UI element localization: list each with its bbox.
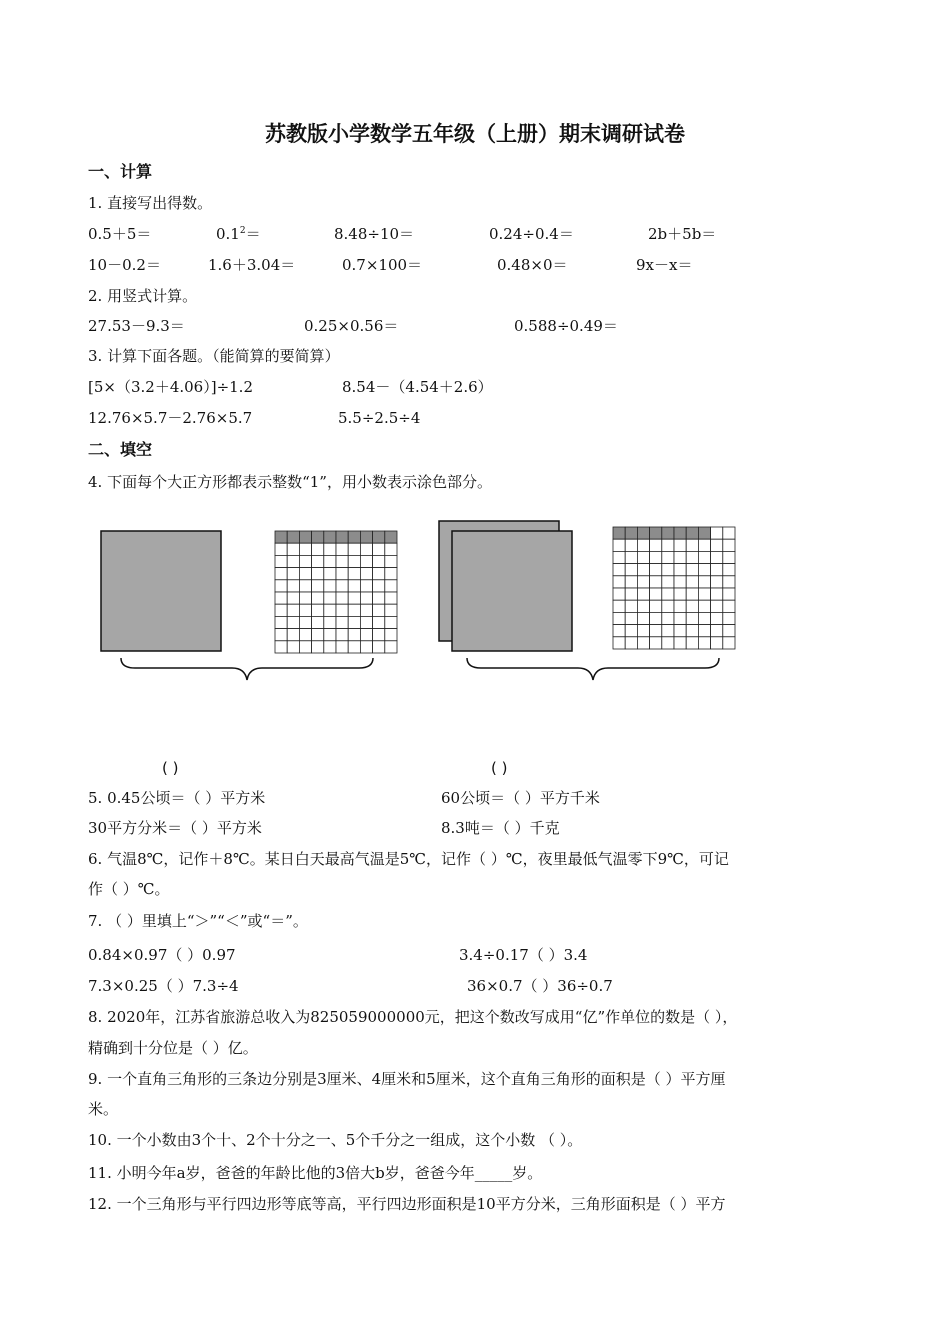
q8-line: 8. 2020年，江苏省旅游总收入为825059000000元，把这个数改写成用“亿”作单位的数是（ ）， xyxy=(88,1008,738,1026)
grid-cell-shaded xyxy=(348,531,360,543)
section-heading-fill: 二、填空 xyxy=(88,440,153,459)
q8-line: 精确到十分位是（ ）亿。 xyxy=(88,1039,258,1057)
grid-cell xyxy=(275,616,287,628)
grid-cell xyxy=(686,539,698,551)
q1-item: 10－0.2＝ xyxy=(88,256,161,274)
grid-cell xyxy=(625,637,637,649)
hundred-grid xyxy=(613,527,735,649)
grid-cell xyxy=(686,588,698,600)
grid-cell xyxy=(287,592,299,604)
grid-cell xyxy=(723,551,735,563)
grid-cell xyxy=(373,616,385,628)
brace xyxy=(121,658,373,680)
q1-item: 1.6＋3.04＝ xyxy=(208,256,296,274)
grid-cell xyxy=(287,543,299,555)
q1-exponent: 2 xyxy=(239,226,246,236)
grid-cell xyxy=(312,604,324,616)
grid-cell xyxy=(686,625,698,637)
grid-cell xyxy=(324,568,336,580)
grid-cell xyxy=(674,564,686,576)
grid-cell xyxy=(373,555,385,567)
q1-item: 0.48×0＝ xyxy=(497,256,568,274)
q5-item: 8.3吨＝（ ）千克 xyxy=(441,819,560,837)
grid-cell xyxy=(360,592,372,604)
grid-cell-shaded xyxy=(324,531,336,543)
grid-cell xyxy=(336,592,348,604)
grid-cell xyxy=(373,592,385,604)
grid-cell xyxy=(711,527,723,539)
grid-cell xyxy=(698,625,710,637)
grid-cell xyxy=(373,629,385,641)
grid-cell xyxy=(360,543,372,555)
grid-cell xyxy=(324,616,336,628)
grid-cell xyxy=(373,580,385,592)
grid-cell-shaded xyxy=(385,531,397,543)
grid-cell xyxy=(348,592,360,604)
grid-cell xyxy=(324,543,336,555)
grid-cell xyxy=(674,551,686,563)
grid-cell xyxy=(287,604,299,616)
grid-cell xyxy=(698,576,710,588)
grid-cell-shaded xyxy=(336,531,348,543)
grid-cell xyxy=(287,568,299,580)
q1-base: 0.1 xyxy=(216,225,240,243)
grid-cell xyxy=(723,564,735,576)
q7-prompt: 7. （ ）里填上“＞”“＜”或“＝”。 xyxy=(88,912,308,930)
grid-cell xyxy=(650,564,662,576)
q9-line: 9. 一个直角三角形的三条边分别是3厘米、4厘米和5厘米，这个直角三角形的面积是（ ）平方厘 xyxy=(88,1070,726,1088)
q2-item: 0.588÷0.49＝ xyxy=(514,317,618,335)
grid-cell xyxy=(613,600,625,612)
grid-cell xyxy=(723,588,735,600)
grid-cell xyxy=(324,604,336,616)
grid-cell xyxy=(711,551,723,563)
grid-cell xyxy=(650,576,662,588)
grid-cell xyxy=(674,576,686,588)
grid-cell-shaded xyxy=(360,531,372,543)
grid-cell xyxy=(312,616,324,628)
grid-cell xyxy=(613,625,625,637)
grid-cell xyxy=(723,637,735,649)
grid-cell xyxy=(674,625,686,637)
grid-cell xyxy=(698,551,710,563)
grid-cell xyxy=(662,551,674,563)
grid-cell xyxy=(324,555,336,567)
q6-line: 6. 气温8℃，记作＋8℃。某日白天最高气温是5℃，记作（ ）℃，夜里最低气温零下9℃，可记 xyxy=(88,850,729,868)
grid-cell xyxy=(650,600,662,612)
grid-cell xyxy=(385,641,397,653)
q2-item: 0.25×0.56＝ xyxy=(304,317,399,335)
grid-cell xyxy=(637,588,649,600)
grid-cell xyxy=(662,637,674,649)
grid-cell xyxy=(373,568,385,580)
grid-cell xyxy=(662,600,674,612)
grid-cell xyxy=(299,604,311,616)
grid-cell xyxy=(275,629,287,641)
grid-cell xyxy=(686,637,698,649)
grid-cell-shaded xyxy=(698,527,710,539)
grid-cell xyxy=(360,629,372,641)
grid-cell xyxy=(348,580,360,592)
q5-item: 60公顷＝（ ）平方千米 xyxy=(441,789,600,807)
q12-text: 12. 一个三角形与平行四边形等底等高，平行四边形面积是10平方分米，三角形面积是（ ）平方 xyxy=(88,1195,726,1213)
grid-cell xyxy=(360,616,372,628)
grid-cell xyxy=(637,564,649,576)
grid-cell xyxy=(613,564,625,576)
grid-cell xyxy=(662,612,674,624)
q4-answer-blank[interactable]: ( ) xyxy=(162,759,179,777)
grid-cell-shaded xyxy=(373,531,385,543)
grid-cell xyxy=(299,580,311,592)
grid-cell xyxy=(637,551,649,563)
grid-cell xyxy=(613,551,625,563)
q7-item: 3.4÷0.17（ ）3.4 xyxy=(459,946,588,964)
grid-cell xyxy=(299,555,311,567)
grid-cell xyxy=(650,637,662,649)
grid-cell xyxy=(275,580,287,592)
section-heading-calc: 一、计算 xyxy=(88,162,153,181)
grid-cell xyxy=(686,551,698,563)
grid-cell xyxy=(637,625,649,637)
grid-cell xyxy=(299,543,311,555)
grid-cell xyxy=(336,604,348,616)
grid-cell xyxy=(723,527,735,539)
grid-cell xyxy=(711,588,723,600)
q7-item: 36×0.7（ ）36÷0.7 xyxy=(467,977,613,995)
grid-cell xyxy=(324,641,336,653)
grid-cell xyxy=(711,625,723,637)
grid-cell xyxy=(312,592,324,604)
grid-cell xyxy=(299,616,311,628)
grid-cell xyxy=(723,539,735,551)
grid-cell xyxy=(299,568,311,580)
q1-item: 0.24÷0.4＝ xyxy=(489,225,574,243)
grid-cell xyxy=(613,637,625,649)
grid-cell xyxy=(275,568,287,580)
grid-cell xyxy=(637,637,649,649)
page-title: 苏教版小学数学五年级（上册）期末调研试卷 xyxy=(265,122,685,146)
q7-item: 0.84×0.97（ ）0.97 xyxy=(88,946,236,964)
grid-cell xyxy=(650,551,662,563)
grid-cell xyxy=(324,592,336,604)
q4-answer-blank[interactable]: ( ) xyxy=(491,759,508,777)
grid-cell xyxy=(711,637,723,649)
grid-cell xyxy=(312,568,324,580)
q1-prompt: 1. 直接写出得数。 xyxy=(88,194,213,212)
grid-cell xyxy=(711,539,723,551)
grid-cell xyxy=(674,612,686,624)
grid-cell xyxy=(324,629,336,641)
grid-cell xyxy=(613,539,625,551)
grid-cell xyxy=(275,641,287,653)
grid-cell xyxy=(625,551,637,563)
grid-cell xyxy=(287,580,299,592)
q1-item: 0.7×100＝ xyxy=(342,256,423,274)
grid-cell xyxy=(662,576,674,588)
grid-cell-shaded xyxy=(662,527,674,539)
grid-cell xyxy=(385,543,397,555)
q2-item: 27.53－9.3＝ xyxy=(88,317,185,335)
grid-cell xyxy=(348,641,360,653)
grid-cell-shaded xyxy=(686,527,698,539)
grid-cell xyxy=(299,641,311,653)
q2-prompt: 2. 用竖式计算。 xyxy=(88,287,198,305)
grid-cell xyxy=(613,576,625,588)
grid-cell-shaded xyxy=(287,531,299,543)
grid-cell xyxy=(686,600,698,612)
grid-cell xyxy=(348,555,360,567)
q10-text: 10. 一个小数由3个十、2个十分之一、5个千分之一组成，这个小数 （ ）。 xyxy=(88,1131,583,1149)
grid-cell xyxy=(312,629,324,641)
grid-cell xyxy=(385,568,397,580)
q3-item: 8.54－（4.54＋2.6） xyxy=(342,378,493,396)
grid-cell xyxy=(625,539,637,551)
grid-cell xyxy=(312,641,324,653)
grid-cell xyxy=(287,555,299,567)
grid-cell xyxy=(324,580,336,592)
grid-cell xyxy=(711,612,723,624)
grid-cell xyxy=(686,576,698,588)
q11-text: 11. 小明今年a岁，爸爸的年龄比他的3倍大b岁，爸爸今年_____岁。 xyxy=(88,1164,543,1182)
shaded-square xyxy=(101,531,221,651)
q6-line: 作（ ）℃。 xyxy=(88,880,170,898)
grid-cell xyxy=(723,600,735,612)
grid-cell xyxy=(650,625,662,637)
grid-cell xyxy=(287,629,299,641)
grid-cell xyxy=(698,564,710,576)
grid-cell xyxy=(637,612,649,624)
grid-cell xyxy=(348,616,360,628)
grid-cell-shaded xyxy=(650,527,662,539)
grid-cell xyxy=(650,539,662,551)
q1-item: 9x－x＝ xyxy=(636,256,693,274)
grid-cell xyxy=(373,543,385,555)
q1-item: 0.5＋5＝ xyxy=(88,225,152,243)
grid-cell xyxy=(348,543,360,555)
grid-cell xyxy=(336,641,348,653)
q3-item: 5.5÷2.5÷4 xyxy=(338,409,421,427)
grid-cell xyxy=(637,539,649,551)
grid-cell xyxy=(287,641,299,653)
grid-cell xyxy=(336,543,348,555)
grid-cell xyxy=(674,637,686,649)
grid-cell xyxy=(385,580,397,592)
q5-item: 30平方分米＝（ ）平方米 xyxy=(88,819,262,837)
grid-cell xyxy=(625,625,637,637)
grid-cell xyxy=(723,612,735,624)
grid-cell xyxy=(637,600,649,612)
grid-cell xyxy=(373,641,385,653)
q1-equals: ＝ xyxy=(245,225,261,243)
grid-cell xyxy=(360,555,372,567)
shaded-square xyxy=(452,531,572,651)
grid-cell xyxy=(686,564,698,576)
grid-cell-shaded xyxy=(674,527,686,539)
grid-cell xyxy=(698,588,710,600)
grid-cell xyxy=(711,600,723,612)
grid-cell xyxy=(360,641,372,653)
grid-cell xyxy=(711,564,723,576)
grid-cell xyxy=(662,539,674,551)
grid-cell-shaded xyxy=(312,531,324,543)
grid-cell xyxy=(698,539,710,551)
grid-cell-shaded xyxy=(613,527,625,539)
q1-item: 8.48÷10＝ xyxy=(334,225,415,243)
grid-cell-shaded xyxy=(637,527,649,539)
grid-cell xyxy=(336,580,348,592)
grid-cell xyxy=(662,625,674,637)
q5-item: 5. 0.45公顷＝（ ）平方米 xyxy=(88,789,266,807)
grid-cell xyxy=(686,612,698,624)
grid-cell xyxy=(698,600,710,612)
q3-item: 12.76×5.7－2.76×5.7 xyxy=(88,409,253,427)
grid-cell xyxy=(711,576,723,588)
grid-cell-shaded xyxy=(625,527,637,539)
grid-cell xyxy=(650,612,662,624)
grid-cell xyxy=(312,555,324,567)
grid-cell xyxy=(613,612,625,624)
q3-prompt: 3. 计算下面各题。（能简算的要简算） xyxy=(88,347,340,365)
grid-cell xyxy=(312,543,324,555)
grid-cell xyxy=(385,629,397,641)
grid-cell xyxy=(348,604,360,616)
grid-cell xyxy=(723,576,735,588)
grid-cell-shaded xyxy=(275,531,287,543)
grid-cell xyxy=(385,555,397,567)
grid-cell xyxy=(287,616,299,628)
grid-cell xyxy=(360,568,372,580)
grid-cell xyxy=(312,580,324,592)
grid-cell xyxy=(723,625,735,637)
grid-cell xyxy=(698,637,710,649)
grid-cell xyxy=(275,543,287,555)
grid-cell xyxy=(625,612,637,624)
grid-cell xyxy=(275,604,287,616)
q7-item: 7.3×0.25（ ）7.3÷4 xyxy=(88,977,239,995)
grid-cell xyxy=(662,588,674,600)
grid-cell xyxy=(299,629,311,641)
grid-cell xyxy=(336,555,348,567)
grid-cell xyxy=(650,588,662,600)
grid-cell xyxy=(385,604,397,616)
grid-cell xyxy=(348,629,360,641)
grid-cell xyxy=(275,555,287,567)
q9-line: 米。 xyxy=(88,1100,119,1118)
grid-cell xyxy=(613,588,625,600)
q1-item: 2b＋5b＝ xyxy=(648,225,717,243)
hundred-grid xyxy=(275,531,397,653)
grid-cell xyxy=(385,616,397,628)
grid-cell xyxy=(360,604,372,616)
grid-cell xyxy=(299,592,311,604)
grid-cell xyxy=(385,592,397,604)
q3-item: [5×（3.2＋4.06）]÷1.2 xyxy=(88,378,253,396)
grid-cell xyxy=(662,564,674,576)
grid-cell xyxy=(674,539,686,551)
grid-cell xyxy=(360,580,372,592)
grid-cell xyxy=(625,600,637,612)
brace xyxy=(467,658,719,680)
grid-cell xyxy=(625,576,637,588)
grid-cell xyxy=(275,592,287,604)
grid-cell xyxy=(373,604,385,616)
grid-cell xyxy=(625,564,637,576)
grid-cell xyxy=(336,568,348,580)
grid-cell xyxy=(625,588,637,600)
grid-cell xyxy=(336,629,348,641)
q4-prompt: 4. 下面每个大正方形都表示整数“1”，用小数表示涂色部分。 xyxy=(88,473,492,491)
grid-cell xyxy=(637,576,649,588)
grid-cell-shaded xyxy=(299,531,311,543)
grid-cell xyxy=(698,612,710,624)
grid-cell xyxy=(348,568,360,580)
grid-cell xyxy=(674,600,686,612)
grid-cell xyxy=(336,616,348,628)
grid-cell xyxy=(674,588,686,600)
